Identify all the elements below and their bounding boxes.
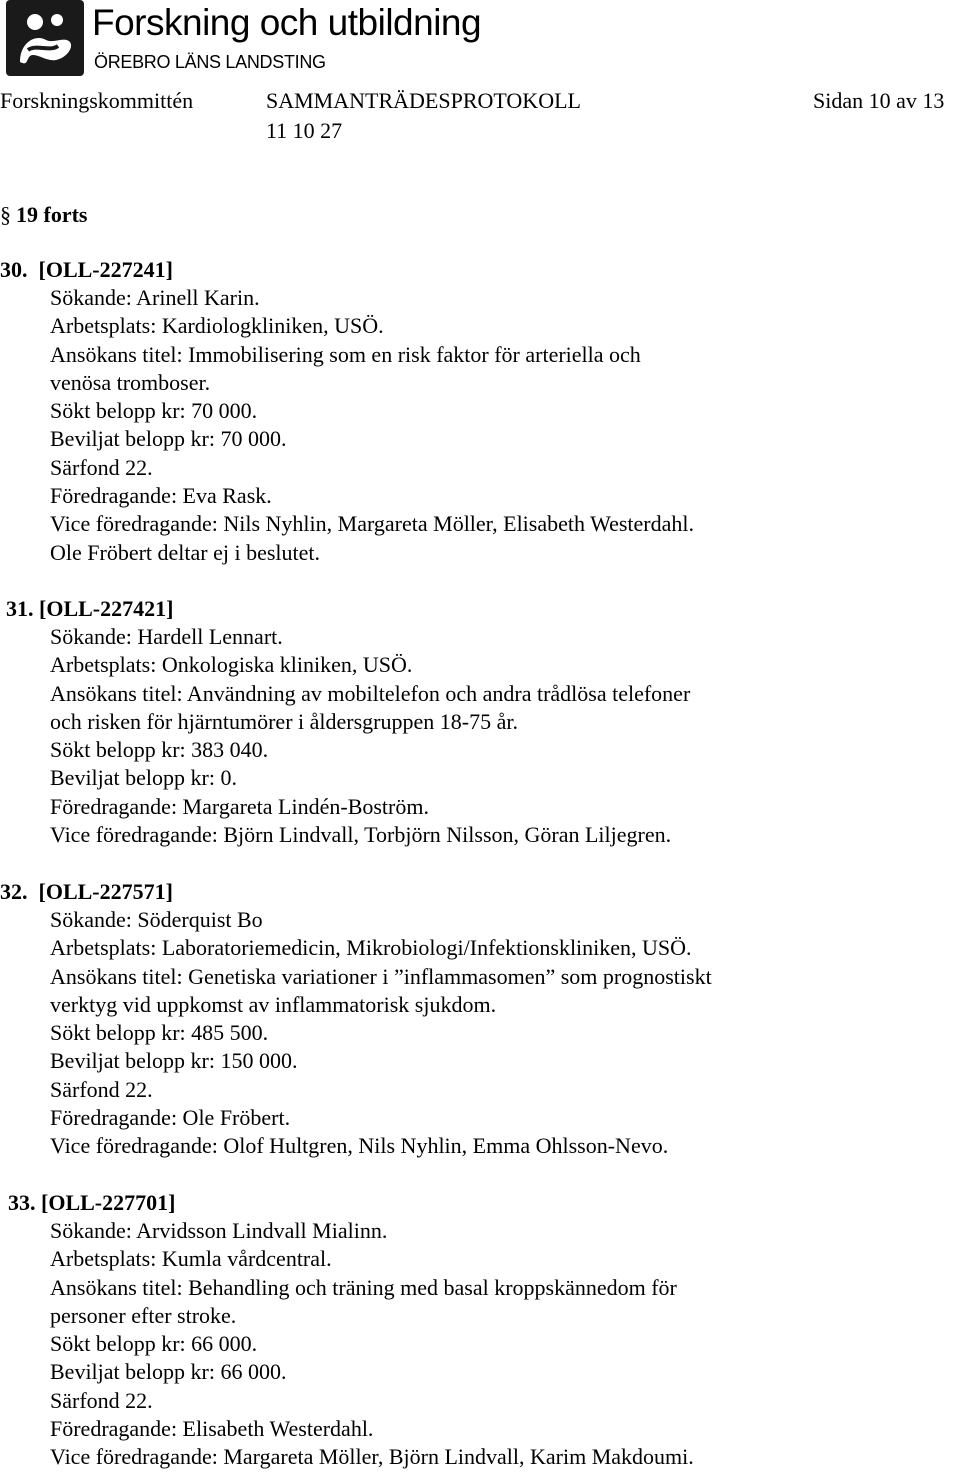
section-reference [0, 202, 87, 228]
item-reference: [OLL-227701] [41, 1190, 176, 1215]
item-heading [8, 1189, 175, 1217]
logo-emblem-icon [6, 0, 84, 76]
item-details [50, 284, 950, 567]
special-fund-line: Särfond 22. [50, 454, 153, 480]
item-number: 33. [8, 1190, 36, 1215]
item-heading [6, 595, 173, 623]
applicant-line: Sökande: Hardell Lennart. [50, 624, 283, 649]
workplace-line: Arbetsplats: Kardiologkliniken, USÖ. [50, 313, 384, 339]
applicant-line: Sökande: Arinell Karin. [50, 285, 260, 310]
title-line-continued: personer efter stroke. [50, 1302, 237, 1328]
title-line: Ansökans titel: Användning av mobiltelefon och andra trådlösa telefoner [50, 680, 691, 706]
item-heading [0, 878, 173, 906]
item-number: 31. [6, 596, 34, 621]
presenter-line: Föredragande: Ole Fröbert. [50, 1105, 291, 1131]
page-indicator: Sidan 10 av 13 [813, 88, 945, 113]
granted-amount-line: Beviljat belopp kr: 66 000. [50, 1359, 287, 1385]
title-line-continued: och risken för hjärntumörer i åldersgruppen 18-75 år. [50, 708, 518, 734]
workplace-line: Arbetsplats: Laboratoriemedicin, Mikrobiologi/Infektionskliniken, USÖ. [50, 935, 692, 961]
item-reference: [OLL-227571] [38, 879, 173, 904]
organization-logo [6, 0, 566, 76]
item-heading [0, 256, 173, 284]
title-line: Ansökans titel: Genetiska variationer i ”inflammasomen” som prognostiskt [50, 963, 712, 989]
section-symbol: § [0, 202, 11, 227]
granted-amount-line: Beviljat belopp kr: 0. [50, 765, 237, 791]
applicant-line: Sökande: Arvidsson Lindvall Mialinn. [50, 1218, 388, 1243]
title-line-continued: venösa tromboser. [50, 369, 211, 395]
item-reference: [OLL-227241] [38, 257, 173, 282]
title-line: Ansökans titel: Behandling och träning med basal kroppskännedom för [50, 1274, 677, 1300]
committee-name: Forskningskommittén [0, 88, 194, 113]
title-line: Ansökans titel: Immobilisering som en risk faktor för arteriella och [50, 341, 641, 367]
recusal-note-line: Ole Fröbert deltar ej i beslutet. [50, 539, 321, 565]
item-number: 30. [0, 257, 28, 282]
applicant-line: Sökande: Söderquist Bo [50, 907, 263, 932]
special-fund-line: Särfond 22. [50, 1076, 153, 1102]
vice-presenters-line: Vice föredragande: Nils Nyhlin, Margareta Möller, Elisabeth Westerdahl. [50, 511, 695, 537]
granted-amount-line: Beviljat belopp kr: 150 000. [50, 1048, 298, 1074]
requested-amount-line: Sökt belopp kr: 66 000. [50, 1331, 258, 1357]
item-number: 32. [0, 879, 28, 904]
presenter-line: Föredragande: Eva Rask. [50, 483, 272, 509]
requested-amount-line: Sökt belopp kr: 383 040. [50, 737, 269, 763]
vice-presenters-line: Vice föredragande: Olof Hultgren, Nils Nyhlin, Emma Ohlsson-Nevo. [50, 1133, 669, 1159]
granted-amount-line: Beviljat belopp kr: 70 000. [50, 426, 287, 452]
item-details [50, 1217, 950, 1472]
logo-subtitle: ÖREBRO LÄNS LANDSTING [94, 52, 326, 72]
logo-title: Forskning och utbildning [92, 2, 482, 43]
meeting-date: 11 10 27 [266, 118, 343, 143]
section-ref-text: 19 forts [16, 202, 88, 227]
requested-amount-line: Sökt belopp kr: 485 500. [50, 1020, 269, 1046]
vice-presenters-line: Vice föredragande: Björn Lindvall, Torbjörn Nilsson, Göran Liljegren. [50, 822, 672, 848]
item-details [50, 906, 950, 1161]
requested-amount-line: Sökt belopp kr: 70 000. [50, 398, 258, 424]
document-type: SAMMANTRÄDESPROTOKOLL [266, 88, 581, 113]
presenter-line: Föredragande: Margareta Lindén-Boström. [50, 793, 429, 819]
presenter-line: Föredragande: Elisabeth Westerdahl. [50, 1416, 374, 1442]
item-details [50, 623, 950, 849]
special-fund-line: Särfond 22. [50, 1387, 153, 1413]
vice-presenters-line: Vice föredragande: Margareta Möller, Björn Lindvall, Karim Makdoumi. [50, 1444, 694, 1470]
title-line-continued: verktyg vid uppkomst av inflammatorisk sjukdom. [50, 991, 497, 1017]
item-reference: [OLL-227421] [39, 596, 174, 621]
workplace-line: Arbetsplats: Onkologiska kliniken, USÖ. [50, 652, 413, 678]
workplace-line: Arbetsplats: Kumla vårdcentral. [50, 1246, 332, 1272]
